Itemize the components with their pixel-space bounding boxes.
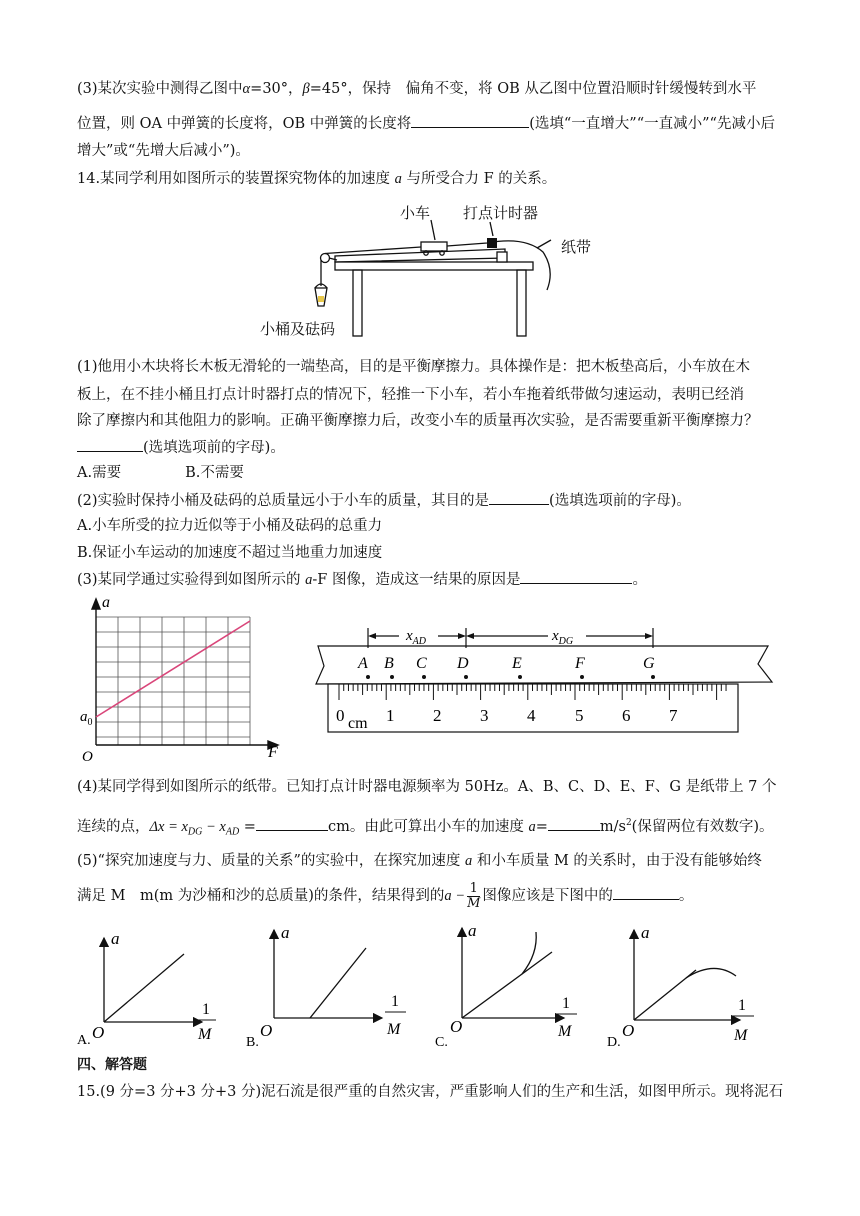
- choice-C-label: C.: [435, 1035, 448, 1050]
- tape-point-A: A: [358, 655, 368, 672]
- tape-point-D: D: [457, 655, 469, 672]
- choice-B-label: B.: [246, 1035, 259, 1050]
- label-bucket: 小桶及砝码: [260, 322, 336, 338]
- tape-dot: [366, 675, 370, 679]
- pulley: [321, 254, 330, 263]
- ruler-label-3: 3: [480, 706, 489, 725]
- q14-1-line2: 板上，在不挂小桶且打点计时器打点的情况下，轻推一下小车，若小车拖着纸带做匀速运动，表明已经消: [77, 387, 744, 403]
- answer-blank[interactable]: [613, 885, 679, 900]
- ruler-label-1: 1: [386, 706, 395, 725]
- ruler-label-7: 7: [669, 706, 678, 725]
- seg-xAD: $x_{AD}$: [406, 628, 427, 647]
- svg-text:1: 1: [562, 995, 570, 1012]
- svg-text:a: a: [641, 923, 650, 942]
- choice-D-graph: [634, 930, 740, 1020]
- a-F-graph: [76, 597, 286, 765]
- seg-xDG: $x_{DG}$: [552, 628, 574, 647]
- svg-text:a: a: [111, 929, 120, 948]
- apparatus-figure: [255, 200, 595, 340]
- svg-text:O: O: [450, 1017, 463, 1036]
- table-leg: [353, 270, 362, 336]
- tape-dot: [580, 675, 584, 679]
- q14-intro: 14.某同学利用如图所示的装置探究物体的加速度 a 与所受合力 F 的关系。: [77, 171, 557, 187]
- label-cart: 小车: [400, 206, 431, 222]
- tape-point-C: C: [416, 655, 427, 672]
- q14-2-line1: (2)实验时保持小桶及砝码的总质量远小于小车的质量，其目的是 (选填选项前的字母)。: [77, 490, 691, 511]
- ruler-unit: cm: [348, 715, 368, 732]
- graph-origin: O: [82, 749, 93, 765]
- q14-3-line1: (3)某同学通过实验得到如图所示的 a-F 图像，造成这一结果的原因是 。: [77, 569, 647, 590]
- q14-4-line1: (4)某同学得到如图所示的纸带。已知打点计时器电源频率为 50Hz。A、B、C、D、E、F、G 是纸带上 7 个: [77, 779, 777, 795]
- tape-dot: [422, 675, 426, 679]
- graph-x-label: F: [268, 744, 278, 761]
- ruler-label-4: 4: [527, 706, 536, 725]
- q14-4-line2: 连续的点，$\Delta x = x_{DG} - x_{AD}$ = cm。由此可算出小车的加速度 $a= m/s^2$(保留两位有效数字)。: [77, 813, 774, 843]
- answer-blank[interactable]: [77, 437, 143, 452]
- answer-blank[interactable]: [256, 816, 328, 831]
- answer-blank[interactable]: [411, 113, 529, 128]
- q13-3-line3: 增大”或“先增大后减小”)。: [77, 143, 250, 159]
- graph-y-label: a: [102, 597, 110, 611]
- graph-intercept: $a_0$: [80, 709, 93, 728]
- ruler-label-6: 6: [622, 706, 631, 725]
- tape-point-G: G: [643, 655, 655, 672]
- tape-dot: [651, 675, 655, 679]
- tape-dot: [464, 675, 468, 679]
- choice-B-graph: [274, 930, 382, 1018]
- q14-2-optB: B.保证小车运动的加速度不超过当地重力加速度: [77, 545, 383, 561]
- svg-text:M: M: [734, 1027, 748, 1044]
- tape-point-B: B: [384, 655, 394, 672]
- q14-1-line4: (选填选项前的字母)。: [77, 437, 285, 458]
- answer-blank[interactable]: [520, 569, 632, 584]
- svg-text:M: M: [558, 1023, 572, 1040]
- svg-text:O: O: [92, 1023, 105, 1042]
- svg-text:M: M: [387, 1021, 401, 1038]
- svg-text:M: M: [198, 1026, 212, 1043]
- q13-3-line2: 位置，则 OA 中弹簧的长度将，OB 中弹簧的长度将 (选填“一直增大”“一直减小”“先减小后: [77, 113, 775, 134]
- timer: [487, 238, 497, 248]
- choice-A-graph: [104, 938, 202, 1022]
- tape-dot: [390, 675, 394, 679]
- q14-1-line3: 除了摩擦内和其他阻力的影响。正确平衡摩擦力后，改变小车的质量再次实验，是否需要重新平衡摩擦力？: [77, 413, 759, 429]
- tape-point-F: F: [575, 655, 585, 672]
- svg-text:1: 1: [202, 1001, 210, 1018]
- choice-A-label: A.: [77, 1033, 91, 1048]
- label-tape: 纸带: [561, 240, 592, 256]
- table-top: [335, 262, 533, 270]
- answer-blank[interactable]: [548, 816, 600, 831]
- q14-5-line2: 满足 M m(m 为沙桶和沙的总质量)的条件，结果得到的a − $\frac{1}{M}$ 图像应该是下图中的 。: [77, 880, 694, 911]
- q15-line1: 15.(9 分=3 分+3 分+3 分)泥石流是很严重的自然灾害，严重影响人们的生产和生活，如图甲所示。现将泥石: [77, 1084, 784, 1100]
- svg-text:1: 1: [738, 997, 746, 1014]
- paper-tape: [447, 241, 550, 290]
- choice-D-label: D.: [607, 1035, 621, 1050]
- q14-1-options: A.需要 B.不需要: [77, 465, 244, 481]
- choice-C-graph: [462, 928, 564, 1018]
- q14-2-optA: A.小车所受的拉力近似等于小桶及砝码的总重力: [77, 518, 383, 534]
- answer-blank[interactable]: [489, 490, 549, 505]
- section-heading: 四、解答题: [77, 1057, 147, 1073]
- tape-point-E: E: [512, 655, 522, 672]
- q14-1-line1: (1)他用小木块将长木板无滑轮的一端垫高，目的是平衡摩擦力。具体操作是：把木板垫高后，小车放在木: [77, 359, 751, 375]
- a-F-line: [96, 621, 250, 717]
- svg-text:a: a: [281, 923, 290, 942]
- cart: [421, 242, 447, 251]
- ruler-label-2: 2: [433, 706, 442, 725]
- svg-text:1: 1: [391, 993, 399, 1010]
- tape-ruler-figure: [306, 620, 778, 740]
- q13-3-line1: (3)某次实验中测得乙图中α=30°，β=45°，保持 偏角不变，将 OB 从乙图中位置沿顺时针缓慢转到水平: [77, 81, 757, 97]
- label-timer: 打点计时器: [463, 206, 539, 222]
- table-leg: [517, 270, 526, 336]
- q14-5-line1: (5)“探究加速度与力、质量的关系”的实验中，在探究加速度 a 和小车质量 M 的关系时，由于没有能够始终: [77, 853, 762, 869]
- ruler-label-5: 5: [575, 706, 584, 725]
- svg-text:a: a: [468, 921, 477, 940]
- ruler-label-0: 0: [336, 706, 345, 725]
- choice-graphs: [74, 920, 774, 1052]
- support-block: [497, 252, 507, 262]
- tape-dot: [518, 675, 522, 679]
- fraction-1-over-M: $\frac{1}{M}$: [467, 880, 481, 911]
- svg-text:O: O: [260, 1021, 273, 1040]
- svg-text:O: O: [622, 1021, 635, 1040]
